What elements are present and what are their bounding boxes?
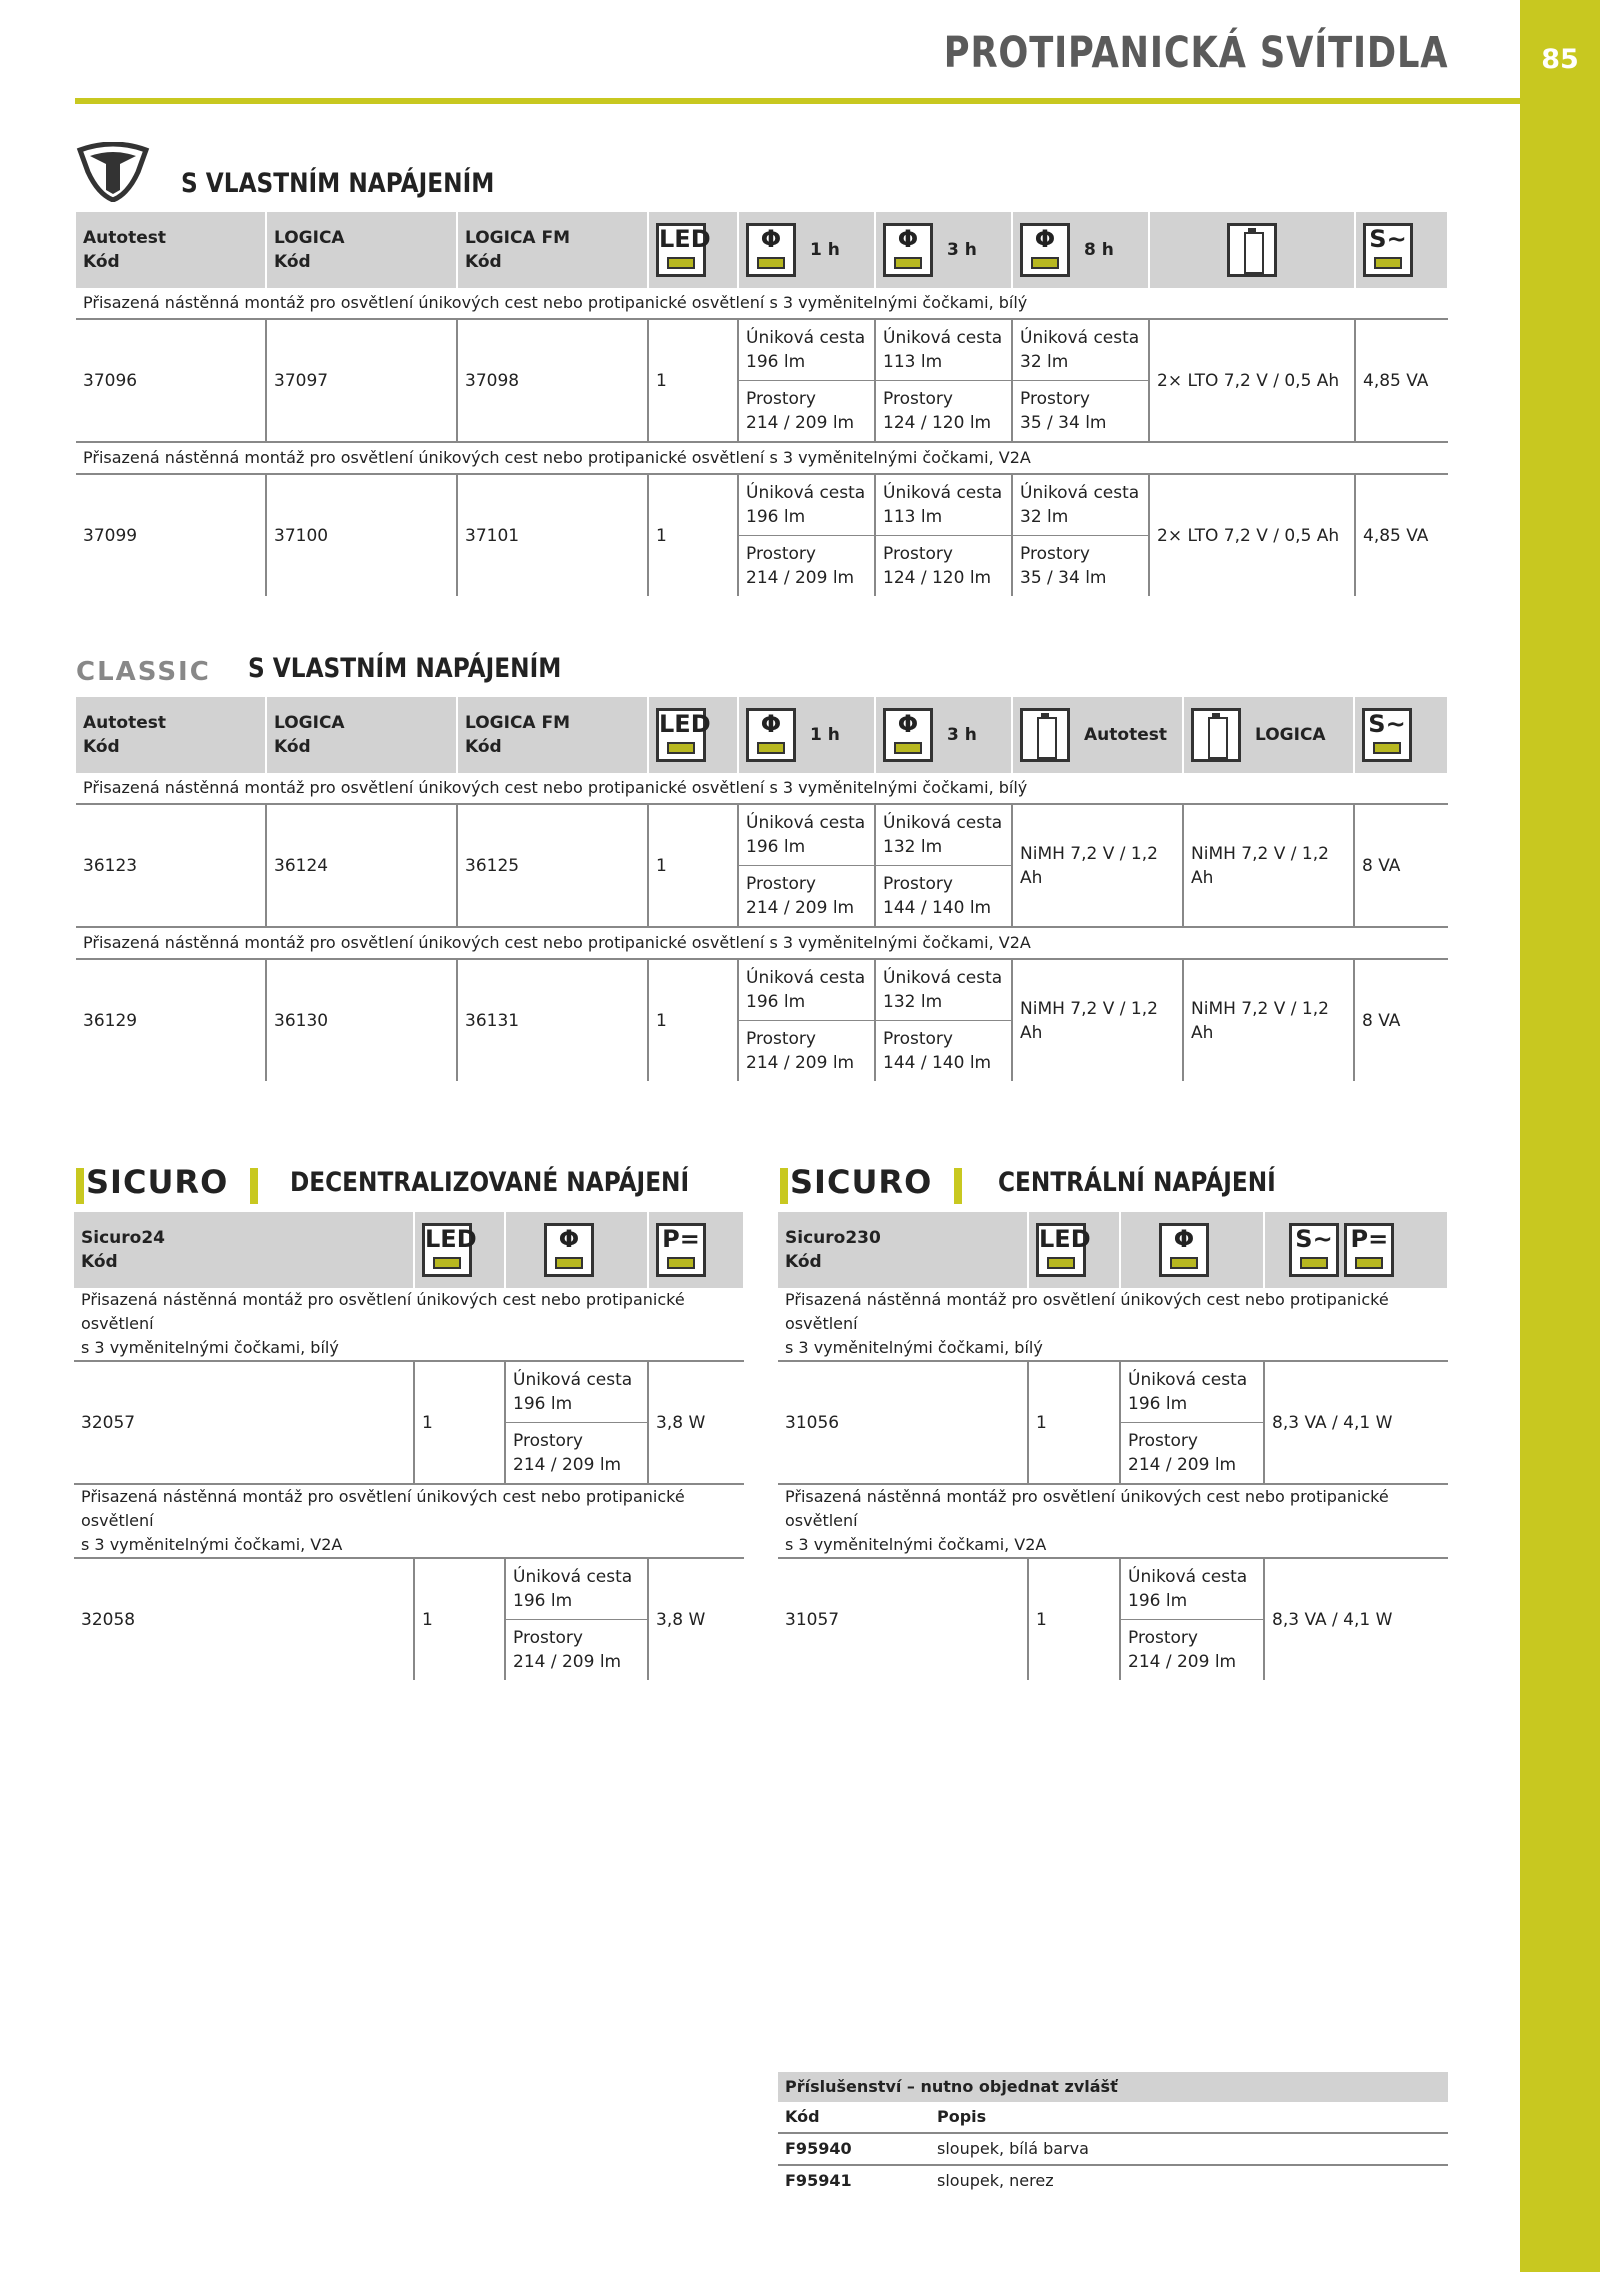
area-3h: Prostory 144 / 140 lm	[875, 866, 1012, 928]
code-autotest: 37096	[76, 319, 266, 442]
product-description: Přisazená nástěnná montáž pro osvětlení únikových cest nebo protipanické osvětlení s 3 vyměnitelnými čočkami, bílý	[74, 1288, 744, 1361]
accessory-code: F95940	[778, 2133, 930, 2165]
section-heading: S VLASTNÍM NAPÁJENÍM	[181, 168, 495, 199]
area: Prostory 214 / 209 lm	[505, 1620, 648, 1681]
code-logica-fm: 36131	[457, 959, 648, 1081]
escape-route-8h: Úniková cesta 32 lm	[1012, 474, 1149, 536]
area-3h: Prostory 124 / 120 lm	[875, 381, 1012, 443]
sicuro-logo: SICURO	[74, 1160, 260, 1208]
product-table-1	[76, 212, 1449, 596]
code-logica-fm: 37098	[457, 319, 648, 442]
header-rule	[75, 98, 1520, 104]
header-1h: Φ 1 h	[738, 697, 875, 773]
quantity: 1	[1028, 1558, 1120, 1680]
header-supply	[1355, 212, 1448, 288]
accessories-col-desc: Popis	[930, 2102, 1448, 2133]
dc-supply-icon: P=	[1344, 1223, 1394, 1277]
power-value: 8 VA	[1362, 1010, 1401, 1031]
header-dc	[648, 1212, 744, 1288]
classic-logo: CLASSIC	[76, 657, 211, 687]
product-description: Přisazená nástěnná montáž pro osvětlení únikových cest nebo protipanické osvětlení s 3 vyměnitelnými čočkami, bílý	[778, 1288, 1448, 1361]
escape-route-1h: Úniková cesta 196 lm	[738, 319, 875, 381]
led-icon: LED	[656, 223, 706, 277]
product-description: Přisazená nástěnná montáž pro osvětlení únikových cest nebo protipanické osvětlení s 3 vyměnitelnými čočkami, V2A	[74, 1484, 744, 1558]
light-output-icon: Φ	[883, 223, 933, 277]
header-logica: LOGICA Kód	[266, 212, 457, 288]
code-logica: 36124	[266, 804, 457, 927]
battery-icon	[1020, 708, 1070, 762]
header-battery-autotest: Autotest	[1012, 697, 1183, 773]
product-description: Přisazená nástěnná montáž pro osvětlení únikových cest nebo protipanické osvětlení s 3 vyměnitelnými čočkami, V2A	[778, 1484, 1448, 1558]
escape-route-3h: Úniková cesta 132 lm	[875, 959, 1012, 1021]
quantity: 1	[414, 1361, 505, 1484]
battery-autotest-value: NiMH 7,2 V / 1,2 Ah	[1012, 959, 1183, 1081]
code-autotest: 36129	[76, 959, 266, 1081]
area: Prostory 214 / 209 lm	[505, 1423, 648, 1485]
header-sicuro230: Sicuro230 Kód	[778, 1212, 1028, 1288]
header-led	[414, 1212, 505, 1288]
light-output-icon: Φ	[883, 708, 933, 762]
product-table-3	[74, 1212, 745, 1680]
header-8h: Φ 8 h	[1012, 212, 1149, 288]
ac-supply-icon: S~	[1363, 223, 1413, 277]
led-icon: LED	[656, 708, 706, 762]
accessory-desc: sloupek, bílá barva	[930, 2133, 1448, 2165]
header-autotest: Autotest Kód	[76, 697, 266, 773]
header-battery-logica: LOGICA	[1183, 697, 1354, 773]
header-3h: Φ 3 h	[875, 212, 1012, 288]
power-value: 3,8 W	[656, 1609, 706, 1630]
battery-value: 2× LTO 7,2 V / 0,5 Ah	[1149, 319, 1355, 442]
code: 31057	[778, 1558, 1028, 1680]
accessories-table	[778, 2072, 1448, 2196]
code: 31056	[778, 1361, 1028, 1484]
escape-route-3h: Úniková cesta 132 lm	[875, 804, 1012, 866]
light-output-icon: Φ	[746, 708, 796, 762]
sicuro-logo: SICURO	[778, 1160, 964, 1208]
section-heading: S VLASTNÍM NAPÁJENÍM	[248, 653, 562, 684]
battery-value: 2× LTO 7,2 V / 0,5 Ah	[1149, 474, 1355, 596]
escape-route-8h: Úniková cesta 32 lm	[1012, 319, 1149, 381]
header-led	[648, 697, 738, 773]
product-table-2	[76, 697, 1449, 1081]
code: 32058	[74, 1558, 414, 1680]
quantity: 1	[648, 319, 738, 442]
area-3h: Prostory 124 / 120 lm	[875, 536, 1012, 597]
power-value: 8 VA	[1362, 855, 1401, 876]
header-logica-fm: LOGICA FM Kód	[457, 212, 648, 288]
power-value: 8,3 VA / 4,1 W	[1272, 1412, 1393, 1433]
accessories-col-code: Kód	[778, 2102, 930, 2133]
code-logica: 36130	[266, 959, 457, 1081]
code-logica-fm: 36125	[457, 804, 648, 927]
ac-supply-icon: S~	[1289, 1223, 1339, 1277]
header-autotest: Autotest Kód	[76, 212, 266, 288]
light-output-icon: Φ	[1020, 223, 1070, 277]
escape-route: Úniková cesta 196 lm	[505, 1361, 648, 1423]
header-light	[505, 1212, 648, 1288]
escape-route-3h: Úniková cesta 113 lm	[875, 319, 1012, 381]
led-icon: LED	[1036, 1223, 1086, 1277]
area-1h: Prostory 214 / 209 lm	[738, 536, 875, 597]
header-3h: Φ 3 h	[875, 697, 1012, 773]
accessory-code: F95941	[785, 2171, 852, 2190]
battery-autotest-value: NiMH 7,2 V / 1,2 Ah	[1012, 804, 1183, 927]
area-8h: Prostory 35 / 34 lm	[1012, 536, 1149, 597]
ac-supply-icon: S~	[1362, 708, 1412, 762]
area-1h: Prostory 214 / 209 lm	[738, 1021, 875, 1082]
header-supply	[1354, 697, 1448, 773]
light-output-icon: Φ	[544, 1223, 594, 1277]
color-sidebar	[1520, 0, 1600, 2272]
product-logo-icon	[76, 142, 150, 202]
light-output-icon: Φ	[1159, 1223, 1209, 1277]
quantity: 1	[414, 1558, 505, 1680]
escape-route: Úniková cesta 196 lm	[1120, 1361, 1264, 1423]
header-light	[1120, 1212, 1264, 1288]
area: Prostory 214 / 209 lm	[1120, 1423, 1264, 1485]
product-description: Přisazená nástěnná montáž pro osvětlení únikových cest nebo protipanické osvětlení s 3 vyměnitelnými čočkami, bílý	[76, 288, 1448, 319]
accessories-title: Příslušenství – nutno objednat zvlášť	[778, 2072, 1448, 2102]
quantity: 1	[1028, 1361, 1120, 1484]
code-autotest: 37099	[76, 474, 266, 596]
power-value: 3,8 W	[656, 1412, 706, 1433]
battery-icon	[1191, 708, 1241, 762]
header-1h: Φ 1 h	[738, 212, 875, 288]
header-led	[1028, 1212, 1120, 1288]
quantity: 1	[648, 474, 738, 596]
power-value: 8,3 VA / 4,1 W	[1272, 1609, 1393, 1630]
code-logica-fm: 37101	[457, 474, 648, 596]
header-logica-fm: LOGICA FM Kód	[457, 697, 648, 773]
escape-route-1h: Úniková cesta 196 lm	[738, 804, 875, 866]
section-heading: CENTRÁLNÍ NAPÁJENÍ	[998, 1167, 1276, 1198]
battery-icon	[1227, 223, 1277, 277]
quantity: 1	[648, 804, 738, 927]
page-title: PROTIPANICKÁ SVÍTIDLA	[943, 28, 1448, 78]
dc-supply-icon: P=	[656, 1223, 706, 1277]
area: Prostory 214 / 209 lm	[1120, 1620, 1264, 1681]
code-logica: 37100	[266, 474, 457, 596]
header-led	[648, 212, 738, 288]
area-1h: Prostory 214 / 209 lm	[738, 866, 875, 928]
code-logica: 37097	[266, 319, 457, 442]
light-output-icon: Φ	[746, 223, 796, 277]
page-number: 85	[1541, 44, 1579, 75]
header-sicuro24: Sicuro24 Kód	[74, 1212, 414, 1288]
escape-route-1h: Úniková cesta 196 lm	[738, 474, 875, 536]
header-logica: LOGICA Kód	[266, 697, 457, 773]
header-battery	[1149, 212, 1355, 288]
code-autotest: 36123	[76, 804, 266, 927]
led-icon: LED	[422, 1223, 472, 1277]
power-value: 4,85 VA	[1363, 525, 1429, 546]
area-1h: Prostory 214 / 209 lm	[738, 381, 875, 443]
power-value: 4,85 VA	[1363, 370, 1429, 391]
escape-route: Úniková cesta 196 lm	[505, 1558, 648, 1620]
quantity: 1	[648, 959, 738, 1081]
accessory-desc: sloupek, nerez	[937, 2171, 1054, 2190]
product-description: Přisazená nástěnná montáž pro osvětlení únikových cest nebo protipanické osvětlení s 3 vyměnitelnými čočkami, bílý	[76, 773, 1448, 804]
code: 32057	[74, 1361, 414, 1484]
area-3h: Prostory 144 / 140 lm	[875, 1021, 1012, 1082]
product-table-4	[778, 1212, 1449, 1680]
battery-logica-value: NiMH 7,2 V / 1,2 Ah	[1183, 804, 1354, 927]
section-heading: DECENTRALIZOVANÉ NAPÁJENÍ	[290, 1167, 690, 1198]
product-description: Přisazená nástěnná montáž pro osvětlení únikových cest nebo protipanické osvětlení s 3 vyměnitelnými čočkami, V2A	[76, 927, 1448, 959]
escape-route-1h: Úniková cesta 196 lm	[738, 959, 875, 1021]
battery-logica-value: NiMH 7,2 V / 1,2 Ah	[1183, 959, 1354, 1081]
escape-route-3h: Úniková cesta 113 lm	[875, 474, 1012, 536]
area-8h: Prostory 35 / 34 lm	[1012, 381, 1149, 443]
escape-route: Úniková cesta 196 lm	[1120, 1558, 1264, 1620]
header-supply	[1264, 1212, 1448, 1288]
product-description: Přisazená nástěnná montáž pro osvětlení únikových cest nebo protipanické osvětlení s 3 vyměnitelnými čočkami, V2A	[76, 442, 1448, 474]
